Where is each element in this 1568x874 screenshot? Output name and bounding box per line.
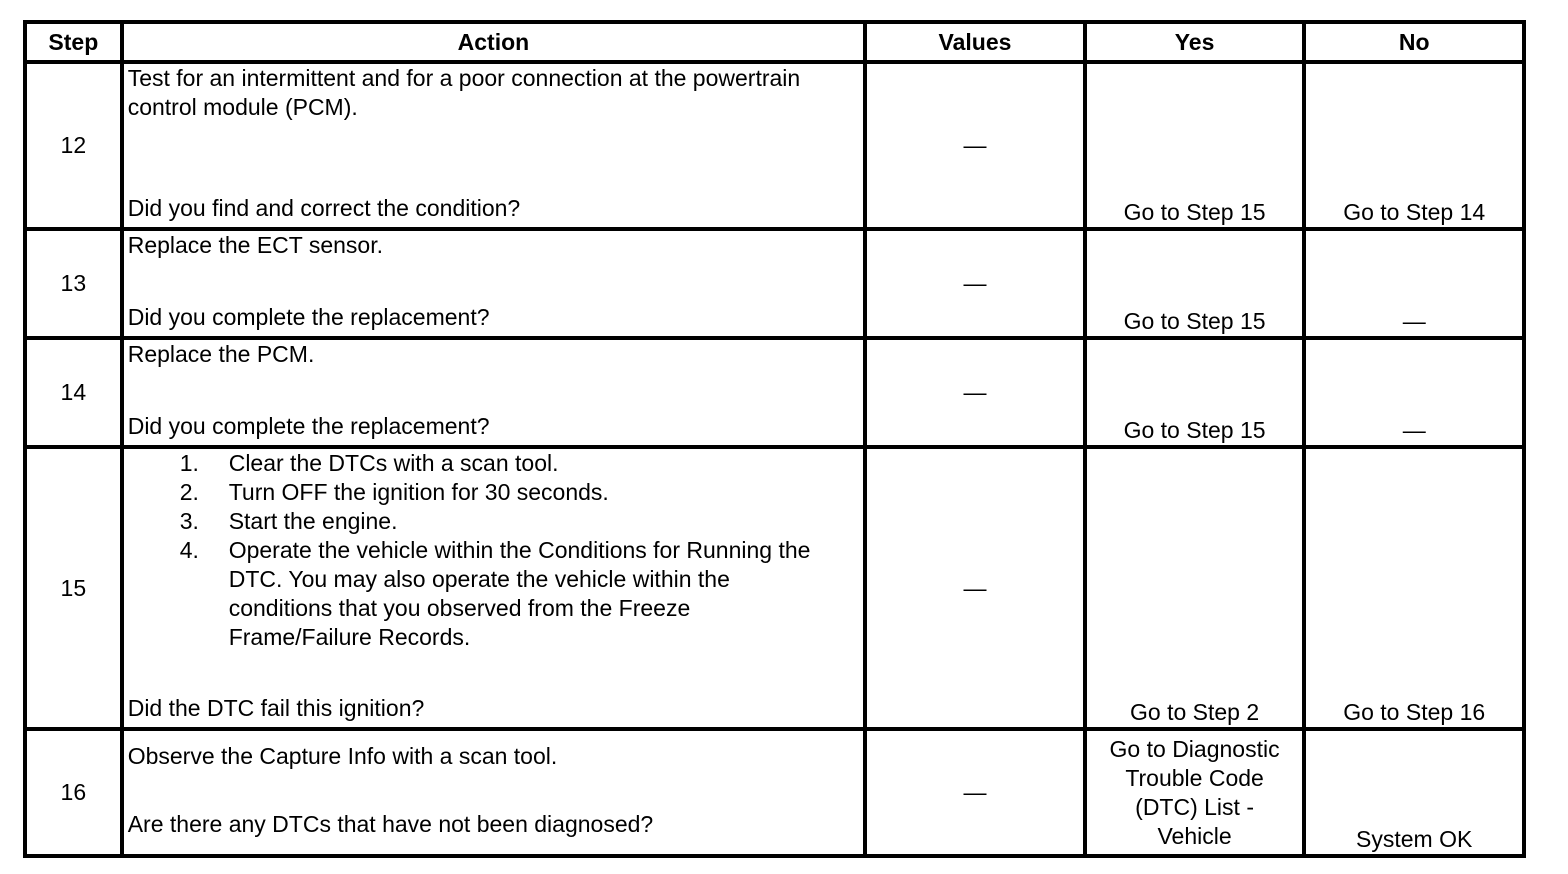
values-cell: —: [865, 729, 1085, 856]
no-cell: Go to Step 14: [1304, 62, 1524, 229]
no-cell: —: [1304, 338, 1524, 447]
header-step: Step: [25, 22, 122, 62]
values-cell: —: [865, 229, 1085, 338]
values-cell: —: [865, 62, 1085, 229]
table-row: [25, 729, 1524, 856]
yes-cell: Go to Step 15: [1085, 338, 1305, 447]
action-cell: [122, 729, 865, 856]
yes-cell: Go to Step 15: [1085, 62, 1305, 229]
question-text: Did the DTC fail this ignition?: [127, 695, 425, 721]
action-text: Replace the ECT sensor.: [127, 232, 383, 258]
values-cell: —: [865, 447, 1085, 729]
question-text: Did you find and correct the condition?: [127, 195, 521, 221]
list-item: 3. Start the engine.: [179, 508, 398, 534]
table-row: [25, 338, 1524, 447]
question-text: Did you complete the replacement?: [127, 413, 490, 439]
header-action: Action: [122, 22, 865, 62]
list-item: 4. Operate the vehicle within the Conditions for Running the DTC. You may also operate the vehicle within the conditions that you observed from the Freeze Frame/Failure Records.: [179, 537, 811, 650]
table-row: [25, 229, 1524, 338]
no-cell: —: [1304, 229, 1524, 338]
action-text: Replace the PCM.: [127, 341, 315, 367]
yes-cell: Go to Diagnostic Trouble Code (DTC) List - Vehicle: [1085, 729, 1305, 856]
step-number: 12: [25, 62, 122, 229]
table-row: [25, 62, 1524, 229]
action-text: Test for an intermittent and for a poor connection at the powertrain control module (PCM).: [127, 65, 801, 120]
step-number: 13: [25, 229, 122, 338]
action-text: Observe the Capture Info with a scan tool.: [127, 743, 558, 769]
yes-cell: Go to Step 2: [1085, 447, 1305, 729]
action-cell: [122, 447, 865, 729]
list-item: 1. Clear the DTCs with a scan tool.: [179, 450, 559, 476]
header-row: [25, 22, 1524, 62]
question-text: Are there any DTCs that have not been diagnosed?: [127, 811, 654, 837]
step-number: 15: [25, 447, 122, 729]
no-cell: System OK: [1304, 729, 1524, 856]
header-yes: Yes: [1085, 22, 1305, 62]
table-row: [25, 447, 1524, 729]
step-number: 14: [25, 338, 122, 447]
list-item: 2. Turn OFF the ignition for 30 seconds.: [179, 479, 609, 505]
action-cell: [122, 62, 865, 229]
header-no: No: [1304, 22, 1524, 62]
action-cell: [122, 229, 865, 338]
yes-cell: Go to Step 15: [1085, 229, 1305, 338]
instruction-list: [128, 449, 859, 652]
no-cell: Go to Step 16: [1304, 447, 1524, 729]
header-values: Values: [865, 22, 1085, 62]
question-text: Did you complete the replacement?: [127, 304, 490, 330]
action-cell: [122, 338, 865, 447]
step-number: 16: [25, 729, 122, 856]
values-cell: —: [865, 338, 1085, 447]
diagnostic-table: [23, 20, 1526, 858]
